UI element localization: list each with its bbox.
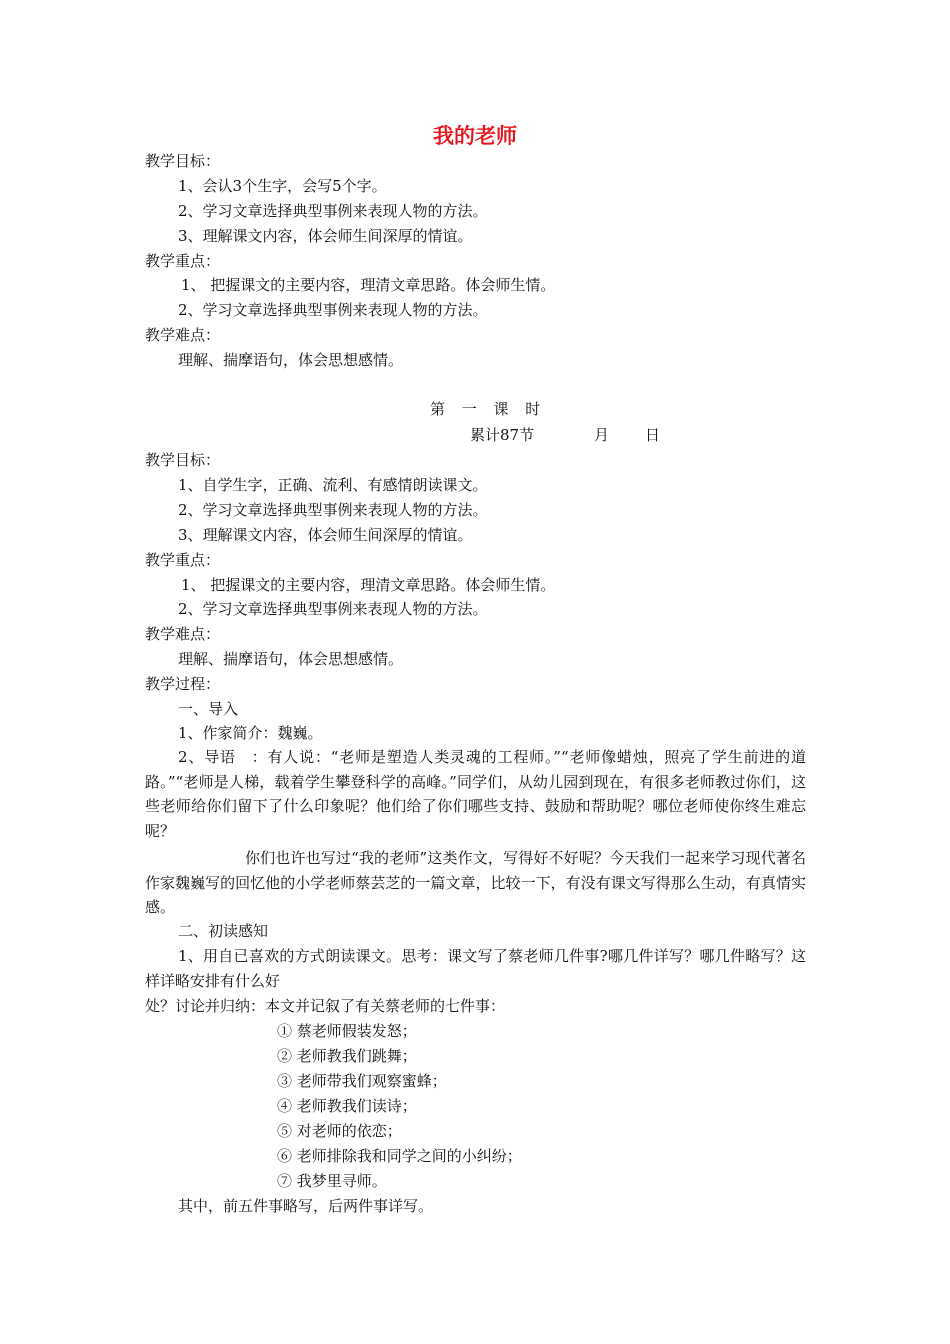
unit-key-heading: 教学重点： <box>145 252 221 270</box>
lesson-counter: 累计87节 <box>470 426 535 444</box>
lesson-goal-1: 1、自学生字，正确、流利、有感情朗读课文。 <box>178 476 488 494</box>
lesson-key-1: 1、 把握课文的主要内容，理清文章思路。体会师生情。 <box>181 576 556 594</box>
lesson-goal-3: 3、理解课文内容，体会师生间深厚的情谊。 <box>178 526 473 544</box>
unit-goal-heading: 教学目标： <box>145 152 221 170</box>
lesson-key-2: 2、学习文章选择典型事例来表现人物的方法。 <box>178 600 488 618</box>
lesson-day: 日 <box>645 426 661 444</box>
lesson-heading: 第 一 课 时 <box>430 400 547 418</box>
event-item: ② 老师教我们跳舞； <box>277 1047 417 1065</box>
lesson-difficulty-heading: 教学难点： <box>145 625 221 643</box>
event-item: ⑤ 对老师的依恋； <box>277 1122 402 1140</box>
unit-goal-2: 2、学习文章选择典型事例来表现人物的方法。 <box>178 202 488 220</box>
intro-paragraph-2: 你们也许也写过“我的老师”这类作文，写得好不好呢？今天我们一起来学习现代著名作家魏巍写的回忆他的小学老师蔡芸芝的一篇文章，比较一下，有没有课文写得那么生动，有真情实感。 <box>145 849 806 917</box>
lesson-goal-heading: 教学目标： <box>145 451 221 469</box>
unit-key-1: 1、 把握课文的主要内容，理清文章思路。体会师生情。 <box>181 276 556 294</box>
read-question: 1、用自已喜欢的方式朗读课文。思考：课文写了蔡老师几件事?哪几件详写？哪几件略写？这样详略安排有什么好 <box>145 947 806 990</box>
lesson-month: 月 <box>594 426 610 444</box>
unit-goal-1: 1、会认3个生字，会写5个字。 <box>178 177 387 195</box>
event-item: ⑥ 老师排除我和同学之间的小纠纷； <box>277 1147 522 1165</box>
summary-text: 其中，前五件事略写，后两件事详写。 <box>178 1197 434 1215</box>
unit-key-2: 2、学习文章选择典型事例来表现人物的方法。 <box>178 301 488 319</box>
event-item: ① 蔡老师假装发怒； <box>277 1022 417 1040</box>
intro-heading: 一、导入 <box>178 700 239 718</box>
lesson-goal-2: 2、学习文章选择典型事例来表现人物的方法。 <box>178 501 488 519</box>
event-item: ⑦ 我梦里寻师。 <box>277 1172 387 1190</box>
unit-difficulty: 理解、揣摩语句，体会思想感情。 <box>178 351 404 369</box>
unit-difficulty-heading: 教学难点： <box>145 326 221 344</box>
intro-author: 1、作家简介：魏巍。 <box>178 724 323 742</box>
event-item: ③ 老师带我们观察蜜蜂； <box>277 1072 447 1090</box>
lesson-difficulty: 理解、揣摩语句，体会思想感情。 <box>178 650 404 668</box>
lesson-key-heading: 教学重点： <box>145 551 221 569</box>
unit-goal-3: 3、理解课文内容，体会师生间深厚的情谊。 <box>178 227 473 245</box>
read-question-cont: 处？讨论并归纳：本文并记叙了有关蔡老师的七件事： <box>145 997 506 1015</box>
read-heading: 二、初读感知 <box>178 922 269 940</box>
document-title: 我的老师 <box>433 124 517 148</box>
process-heading: 教学过程： <box>145 675 221 693</box>
intro-paragraph: 2、导语 ：有人说：“老师是塑造人类灵魂的工程师。”“老师像蜡烛，照亮了学生前进的道路。”“老师是人梯，载着学生攀登科学的高峰。”同学们，从幼儿园到现在，有很多老师教过你们，这些老师给你们留下了什么印象呢？他们给了你们哪些支持、鼓励和帮助呢？哪位老师使你终生难忘呢？ <box>145 748 806 841</box>
event-item: ④ 老师教我们读诗； <box>277 1097 417 1115</box>
